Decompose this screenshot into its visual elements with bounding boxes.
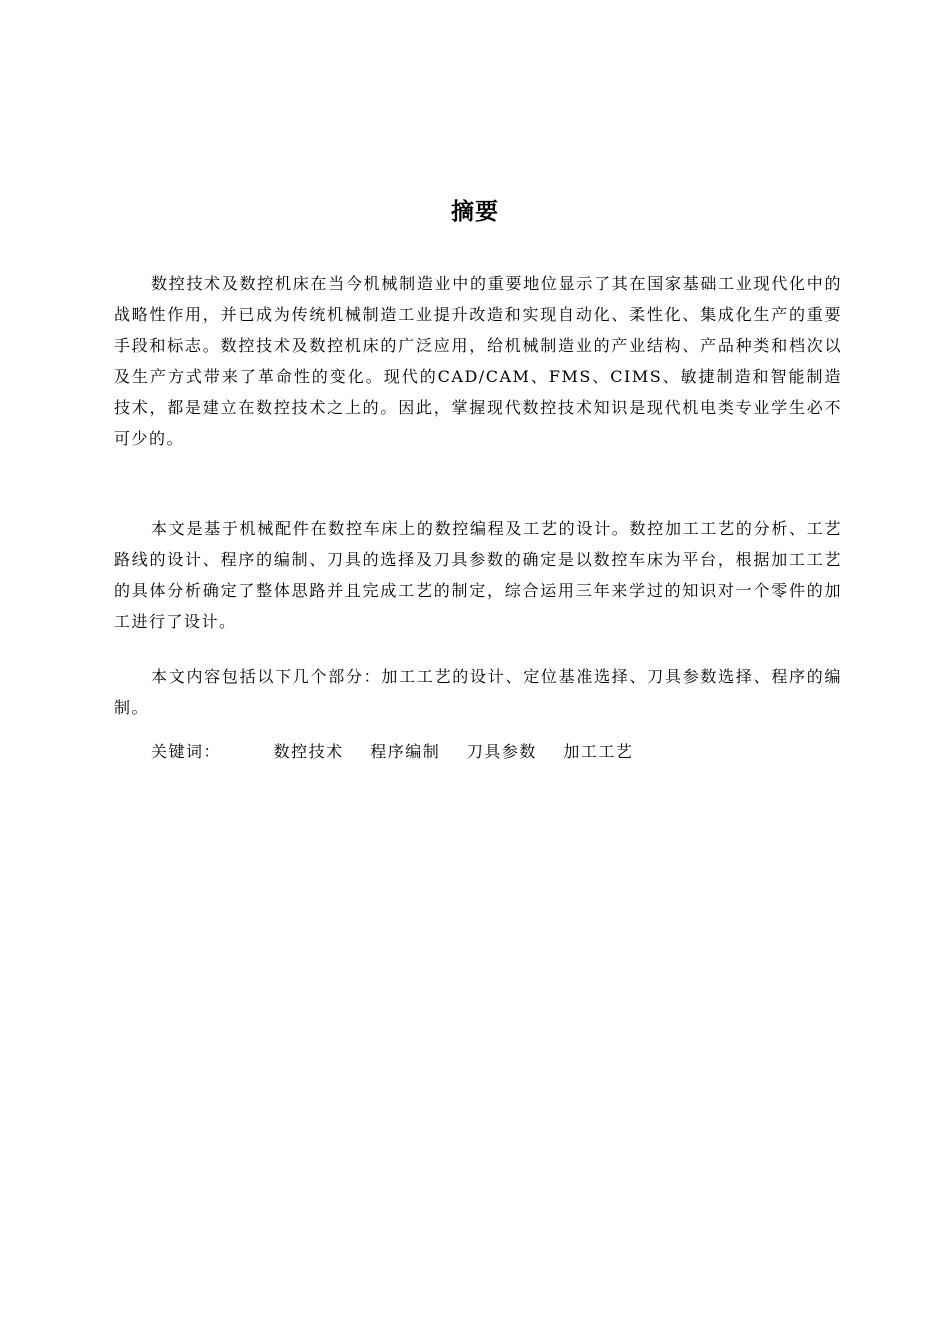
abstract-paragraph-1: 数控技术及数控机床在当今机械制造业中的重要地位显示了其在国家基础工业现代化中的战略性作用，并已成为传统机械制造工业提升改造和实现自动化、柔性化、集成化生产的重要手段和标志。数控技术及数控机床的广泛应用，给机械制造业的产业结构、产品种类和档次以及生产方式带来了革命性的变化。现代的CAD/CAM、FMS、CIMS、敏捷制造和智能制造技术，都是建立在数控技术之上的。因此，掌握现代数控技术知识是现代机电类专业学生必不可少的。 bbox=[114, 274, 842, 448]
keyword-item: 加工工艺 bbox=[563, 742, 634, 761]
keyword-item: 数控技术 bbox=[273, 742, 344, 761]
keyword-item: 程序编制 bbox=[370, 742, 441, 761]
keywords-label: 关键词： bbox=[151, 742, 222, 761]
keyword-item: 刀具参数 bbox=[466, 742, 537, 761]
abstract-title: 摘要 bbox=[451, 199, 499, 225]
abstract-paragraph-2: 本文是基于机械配件在数控车床上的数控编程及工艺的设计。数控加工工艺的分析、工艺路线的设计、程序的编制、刀具的选择及刀具参数的确定是以数控车床为平台，根据加工工艺的具体分析确定了整体思路并且完成工艺的制定，综合运用三年来学过的知识对一个零件的加工进行了设计。 bbox=[114, 519, 842, 631]
abstract-paragraph-3: 本文内容包括以下几个部分：加工工艺的设计、定位基准选择、刀具参数选择、程序的编制。 bbox=[114, 667, 842, 717]
keywords-line bbox=[151, 736, 653, 767]
